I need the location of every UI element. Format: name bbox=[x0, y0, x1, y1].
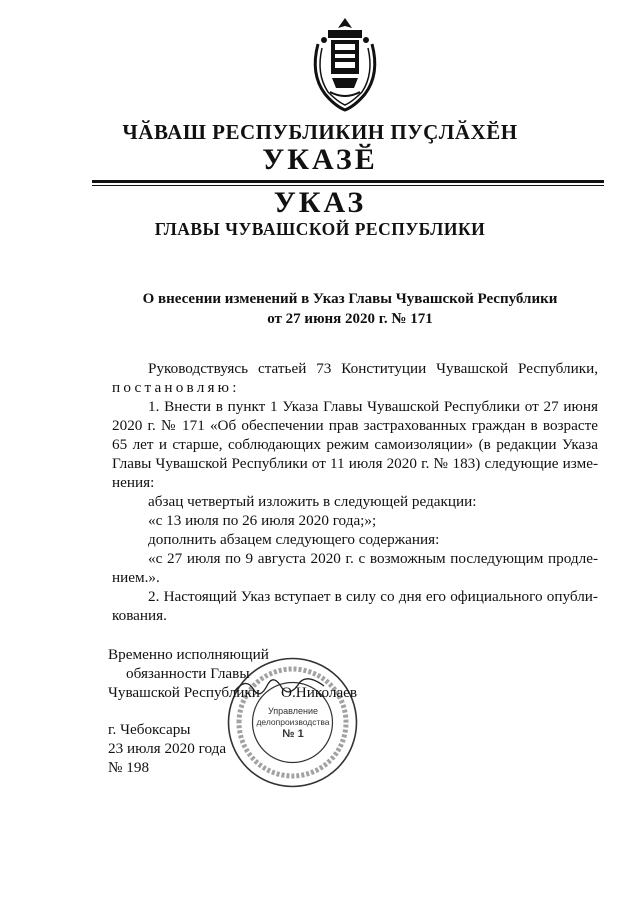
date-of-signing: 23 июля 2020 года bbox=[108, 740, 227, 757]
stamp-line-1: Управление bbox=[267, 706, 319, 716]
header-russian-subtitle: ГЛАВЫ ЧУВАШСКОЙ РЕСПУБЛИКИ bbox=[154, 219, 486, 239]
document-subject bbox=[90, 289, 610, 329]
signatory-role-line-3: Чувашской Республики bbox=[108, 684, 260, 701]
decree-number: № 198 bbox=[108, 759, 150, 776]
body-line-7: нения: bbox=[112, 474, 155, 491]
signatory-name: О.Николаев bbox=[281, 684, 358, 701]
signatory-role-line-1: Временно исполняющий bbox=[108, 646, 269, 663]
body-line-3: 1. Внести в пункт 1 Указа Главы Чувашской Республики от 27 июня bbox=[148, 398, 598, 415]
header-chuvash-title: УКАЗӖ bbox=[262, 143, 378, 176]
body-line-13: 2. Настоящий Указ вступает в силу со дня его официального опубли- bbox=[148, 588, 598, 605]
body-line-6: Главы Чувашской Республики от 11 июля 2020 г. № 183) следующие изме- bbox=[112, 455, 598, 472]
body-line-11: «с 27 июля по 9 августа 2020 г. с возможным последующим продле- bbox=[148, 550, 598, 567]
signatory-role-line-2: обязанности Главы bbox=[126, 665, 250, 682]
body-line-10: дополнить абзацем следующего содержания: bbox=[148, 531, 440, 548]
body-line-5: 65 лет и старше, соблюдающих режим самоизоляции» (в редакции Указа bbox=[112, 436, 598, 453]
place-of-signing: г. Чебоксары bbox=[108, 721, 191, 738]
body-line-14: кования. bbox=[112, 607, 167, 624]
subject-line-2: от 27 июня 2020 г. № 171 bbox=[267, 311, 433, 327]
subject-line-1: О внесении изменений в Указ Главы Чувашской Республики bbox=[142, 291, 558, 307]
body-line-4: 2020 г. № 171 «Об обеспечении прав застрахованных граждан в возрасте bbox=[112, 417, 598, 434]
header-russian-title: УКАЗ bbox=[273, 186, 367, 219]
body-line-12: нием.». bbox=[112, 569, 160, 586]
body-line-2: постановляю: bbox=[112, 379, 240, 396]
stamp-line-3: № 1 bbox=[282, 728, 304, 740]
body-line-9: «с 13 июля по 26 июля 2020 года;»; bbox=[148, 512, 377, 529]
body-line-8: абзац четвертый изложить в следующей редакции: bbox=[148, 493, 477, 510]
coat-of-arms-emblem bbox=[300, 14, 390, 114]
handwritten-signature bbox=[230, 672, 330, 702]
header-chuvash-line: ЧӐВАШ РЕСПУБЛИКИН ПУҪЛӐХӖН bbox=[122, 120, 518, 144]
stamp-line-2: делопроизводства bbox=[256, 717, 330, 727]
body-line-1: Руководствуясь статьей 73 Конституции Чувашской Республики, bbox=[148, 360, 598, 377]
